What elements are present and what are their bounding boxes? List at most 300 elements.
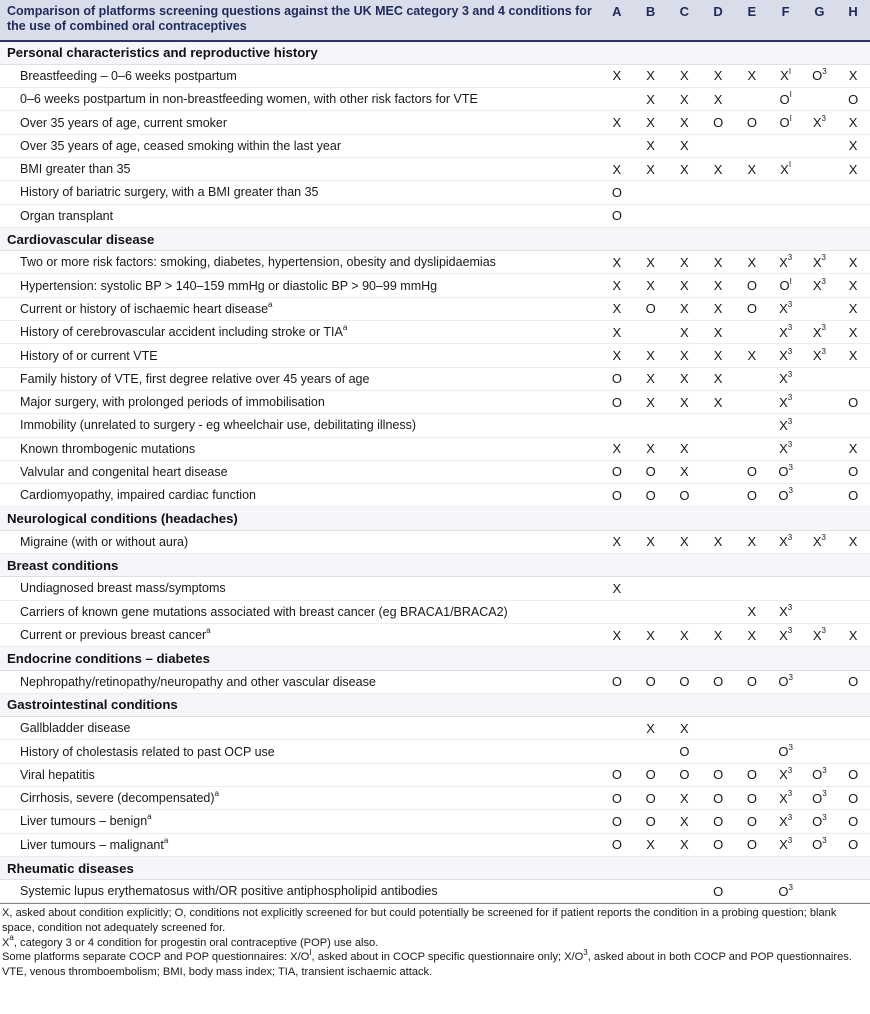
platform-mark-cell [836,577,870,600]
screening-mark: X [646,68,655,84]
screening-mark: O [778,487,789,503]
table-header [0,0,870,41]
footnote-category-pre: X [2,936,10,949]
screening-mark: O [611,674,622,690]
platform-mark-cell [701,204,735,227]
questionnaire-marker: 3 [787,789,793,799]
table-row [0,134,870,157]
platform-mark-cell [668,390,702,413]
platform-mark-cell [735,414,769,437]
screening-mark: O [746,464,757,480]
platform-mark-cell [769,111,803,134]
platform-mark-cell [701,740,735,763]
condition-cell [0,600,600,623]
platform-mark-cell [836,880,870,903]
platform-mark-cell [735,181,769,204]
screening-mark: X [848,278,858,294]
condition-cell [0,460,600,483]
platform-mark-cell [600,437,634,460]
questionnaire-marker: 3 [787,766,793,776]
platform-header-c: C [668,0,702,41]
platform-mark-cell [634,204,668,227]
screening-mark: X [680,813,689,829]
screening-mark: O [848,464,859,480]
screening-mark: X [680,115,689,131]
condition-cell [0,670,600,693]
screening-mark: X [779,604,788,620]
platform-mark-cell [735,367,769,390]
condition-label: Breastfeeding – 0–6 weeks postpartum [20,68,237,83]
screening-mark: O [645,487,656,503]
screening-mark: O [611,394,622,410]
platform-mark-cell [769,787,803,810]
screening-mark: O [679,767,690,783]
questionnaire-marker: 3 [822,766,827,776]
footnote-abbreviations: VTE, venous thromboembolism; BMI, body mass index; TIA, transient ischaemic attack. [2,965,433,978]
screening-mark: O [746,767,757,783]
screening-mark: O [645,464,656,480]
platform-mark-cell [769,437,803,460]
platform-mark-cell [769,251,803,274]
condition-label: Valvular and congenital heart disease [20,464,228,479]
platform-mark-cell [735,577,769,600]
screening-mark: X [747,68,757,84]
platform-mark-cell [634,484,668,507]
platform-mark-cell [634,577,668,600]
section-title: Gastrointestinal conditions [0,693,870,716]
questionnaire-marker: 3 [821,276,826,286]
screening-mark: O [812,68,823,84]
platform-mark-cell [836,787,870,810]
platform-mark-cell [634,157,668,180]
questionnaire-marker: 3 [787,602,793,612]
platform-mark-cell [634,670,668,693]
screening-mark: X [680,394,689,410]
questionnaire-marker: 3 [787,300,793,310]
platform-mark-cell [735,787,769,810]
platform-mark-cell [735,833,769,856]
platform-mark-cell [701,297,735,320]
footnote-category [2,932,864,951]
platform-mark-cell [634,251,668,274]
platform-mark-cell [735,64,769,87]
screening-mark: O [812,813,823,829]
platform-mark-cell [701,484,735,507]
platform-mark-cell [600,880,634,903]
screening-mark: X [779,371,788,387]
screening-mark: X [747,627,757,643]
platform-mark-cell [668,204,702,227]
screening-mark: O [746,837,757,853]
condition-cell [0,484,600,507]
platform-mark-cell [836,717,870,740]
table-row [0,344,870,367]
screening-mark: X [680,371,689,387]
table-row [0,484,870,507]
platform-mark-cell [600,460,634,483]
table-row [0,623,870,646]
screening-mark: O [746,278,757,294]
platform-mark-cell [803,204,837,227]
screening-mark: O [778,883,789,899]
platform-mark-cell [600,251,634,274]
platform-mark-cell [600,274,634,297]
screening-mark: X [779,627,788,643]
screening-mark: O [779,278,790,294]
platform-mark-cell [634,810,668,833]
condition-cell [0,64,600,87]
platform-mark-cell [836,134,870,157]
footnote-category-text: , category 3 or 4 condition for progestin oral contraceptive (POP) use also. [13,936,379,949]
condition-cell [0,111,600,134]
condition-label: Immobility (unrelated to surgery - eg wheelchair use, debilitating illness) [20,418,417,433]
platform-mark-cell [803,577,837,600]
table-row [0,787,870,810]
screening-mark: X [612,627,622,643]
screening-mark: O [848,837,859,853]
platform-mark-cell [769,390,803,413]
table-row [0,181,870,204]
platform-mark-cell [600,390,634,413]
platform-mark-cell [600,88,634,111]
platform-mark-cell [668,181,702,204]
questionnaire-marker: 3 [821,113,826,123]
screening-mark: X [848,161,858,177]
platform-header-h: H [836,0,870,41]
screening-mark: X [779,441,788,457]
platform-mark-cell [701,787,735,810]
screening-mark: X [713,394,723,410]
screening-mark: X [713,91,723,107]
platform-mark-cell [735,880,769,903]
screening-mark: X [747,348,757,363]
platform-mark-cell [803,437,837,460]
condition-label: Cardiomyopathy, impaired cardiac function [20,488,256,503]
screening-mark: O [611,184,622,200]
screening-mark: X [680,161,689,177]
platform-mark-cell [701,460,735,483]
questionnaire-marker: 3 [821,323,826,333]
condition-label: Organ transplant [20,208,114,223]
platform-mark-cell [600,787,634,810]
platform-mark-cell [701,134,735,157]
screening-mark: X [612,348,622,363]
platform-mark-cell [769,833,803,856]
platform-mark-cell [634,64,668,87]
platform-mark-cell [836,670,870,693]
platform-mark-cell [836,88,870,111]
condition-cell [0,181,600,204]
platform-mark-cell [701,88,735,111]
platform-mark-cell [769,134,803,157]
screening-mark: X [680,441,689,457]
platform-mark-cell [769,623,803,646]
platform-mark-cell [769,414,803,437]
condition-cell [0,414,600,437]
table-row [0,88,870,111]
platform-mark-cell [769,297,803,320]
condition-label: Over 35 years of age, current smoker [20,115,228,130]
platform-mark-cell [836,64,870,87]
platform-mark-cell [701,833,735,856]
condition-label: History of bariatric surgery, with a BMI greater than 35 [20,185,319,200]
table-row [0,880,870,903]
questionnaire-marker: 3 [787,533,793,543]
platform-mark-cell [668,321,702,344]
screening-mark: O [645,301,656,317]
questionnaire-marker: 3 [788,672,793,682]
platform-mark-cell [769,181,803,204]
condition-cell [0,390,600,413]
table-row [0,111,870,134]
platform-mark-cell [634,763,668,786]
section-title: Breast conditions [0,554,870,577]
platform-mark-cell [803,157,837,180]
platform-mark-cell [634,414,668,437]
platform-mark-cell [634,134,668,157]
questionnaire-marker: I [789,276,792,286]
questionnaire-marker: 3 [788,882,793,892]
screening-mark: O [778,674,789,690]
screening-mark: O [611,371,622,387]
condition-label: Liver tumours – benign [20,814,148,829]
platform-mark-cell [836,390,870,413]
platform-mark-cell [836,274,870,297]
platform-header-g: G [803,0,837,41]
screening-mark: O [645,674,656,690]
platform-mark-cell [769,321,803,344]
screening-mark: O [713,813,724,829]
screening-mark: X [713,324,723,340]
platform-mark-cell [803,740,837,763]
screening-mark: X [612,534,622,550]
screening-mark: X [646,348,655,363]
condition-label: Liver tumours – malignant [20,837,164,852]
platform-mark-cell [634,600,668,623]
table-row [0,157,870,180]
platform-mark-cell [836,460,870,483]
table-row [0,577,870,600]
screening-mark: O [611,464,622,480]
platform-mark-cell [836,484,870,507]
screening-mark: X [812,324,822,340]
screening-mark: X [779,790,788,806]
table-row [0,437,870,460]
platform-mark-cell [701,600,735,623]
platform-mark-cell [668,134,702,157]
screening-mark: X [713,254,723,270]
screening-mark: X [612,580,622,596]
platform-mark-cell [803,64,837,87]
condition-label: Over 35 years of age, ceased smoking within the last year [20,138,341,153]
condition-cell [0,274,600,297]
platform-mark-cell [701,414,735,437]
platform-mark-cell [634,880,668,903]
platform-mark-cell [735,670,769,693]
platform-mark-cell [836,600,870,623]
screening-mark: O [679,674,690,690]
screening-mark: X [747,161,757,177]
platform-mark-cell [735,810,769,833]
questionnaire-marker: 3 [821,626,826,636]
platform-mark-cell [634,390,668,413]
platform-mark-cell [600,484,634,507]
platform-mark-cell [803,530,837,553]
screening-mark: X [680,534,689,550]
screening-mark: O [746,813,757,829]
condition-label: Systemic lupus erythematosus with/OR positive antiphospholipid antibodies [20,884,438,899]
platform-mark-cell [803,274,837,297]
condition-cell [0,437,600,460]
platform-mark-cell [735,274,769,297]
condition-label: Major surgery, with prolonged periods of immobilisation [20,395,325,410]
screening-mark: X [747,534,757,550]
screening-mark: O [611,837,622,853]
screening-mark: O [713,674,724,690]
footnote-q-sup2: 3 [583,947,588,957]
platform-mark-cell [701,344,735,367]
platform-mark-cell [769,344,803,367]
screening-mark: X [779,417,788,433]
platform-header-b: B [634,0,668,41]
platform-mark-cell [769,204,803,227]
condition-label: Known thrombogenic mutations [20,441,196,456]
platform-mark-cell [634,437,668,460]
platform-mark-cell [769,484,803,507]
platform-mark-cell [803,367,837,390]
platform-mark-cell [803,88,837,111]
screening-mark: X [646,837,655,853]
platform-mark-cell [701,251,735,274]
table-row [0,670,870,693]
platform-mark-cell [668,670,702,693]
platform-mark-cell [701,623,735,646]
questionnaire-marker: 3 [821,533,826,543]
platform-mark-cell [836,344,870,367]
platform-mark-cell [836,204,870,227]
platform-mark-cell [668,833,702,856]
platform-mark-cell [668,577,702,600]
screening-mark: X [812,534,822,550]
platform-mark-cell [735,157,769,180]
platform-mark-cell [769,810,803,833]
screening-mark: X [848,68,858,84]
platform-mark-cell [668,717,702,740]
section-header-row [0,647,870,670]
section-header-row [0,856,870,879]
platform-mark-cell [668,740,702,763]
screening-mark: X [612,324,622,340]
condition-cell [0,763,600,786]
questionnaire-marker: 3 [787,416,793,426]
platform-mark-cell [634,717,668,740]
platform-mark-cell [634,833,668,856]
condition-footnote-marker: a [147,812,152,822]
questionnaire-marker: 3 [822,789,827,799]
platform-mark-cell [735,623,769,646]
platform-mark-cell [634,530,668,553]
platform-mark-cell [836,437,870,460]
questionnaire-marker: 3 [787,439,793,449]
condition-label: Current or previous breast cancer [20,628,207,643]
platform-mark-cell [668,437,702,460]
screening-mark: O [778,744,789,760]
screening-mark: X [812,348,822,363]
platform-mark-cell [803,297,837,320]
platform-mark-cell [600,134,634,157]
platform-mark-cell [668,367,702,390]
platform-mark-cell [668,763,702,786]
screening-mark: O [679,744,690,760]
platform-header-f: F [769,0,803,41]
condition-footnote-marker: a [268,299,273,309]
screening-mark: X [680,254,689,270]
screening-mark: X [848,441,858,457]
platform-mark-cell [803,623,837,646]
platform-mark-cell [803,321,837,344]
screening-mark: X [848,138,858,154]
screening-mark: X [779,254,788,270]
platform-mark-cell [803,251,837,274]
condition-label: History of or current VTE [20,348,158,363]
screening-mark: X [646,394,655,410]
screening-mark: O [713,115,724,131]
platform-mark-cell [701,321,735,344]
screening-mark: X [848,115,858,131]
condition-cell [0,880,600,903]
table-row [0,321,870,344]
table-row [0,460,870,483]
platform-mark-cell [600,181,634,204]
screening-mark: X [747,604,757,620]
footnote-q-b: , asked about in COCP specific questionnaire only; X/O [311,951,584,964]
condition-cell [0,623,600,646]
condition-footnote-marker: a [342,323,348,333]
screening-mark: O [645,790,656,806]
screening-mark: X [812,115,822,131]
condition-label: Viral hepatitis [20,767,95,782]
condition-cell [0,810,600,833]
platform-mark-cell [634,321,668,344]
condition-cell [0,251,600,274]
platform-mark-cell [769,600,803,623]
table-row [0,251,870,274]
screening-mark: X [779,767,788,783]
platform-mark-cell [836,740,870,763]
platform-mark-cell [836,530,870,553]
condition-cell [0,204,600,227]
questionnaire-marker: 3 [821,346,826,356]
platform-mark-cell [701,880,735,903]
screening-mark: O [611,790,622,806]
section-title: Endocrine conditions – diabetes [0,647,870,670]
screening-mark: X [646,441,655,457]
platform-header-a: A [600,0,634,41]
section-title: Neurological conditions (headaches) [0,507,870,530]
platform-mark-cell [769,717,803,740]
screening-mark: O [848,674,859,690]
screening-mark: O [611,767,622,783]
platform-mark-cell [634,740,668,763]
screening-mark: X [680,278,689,294]
footnote-q-c: , asked about in both COCP and POP questionnaires. [587,951,852,964]
platform-mark-cell [701,390,735,413]
platform-mark-cell [836,181,870,204]
screening-mark: X [779,301,788,317]
condition-label: Undiagnosed breast mass/symptoms [20,581,226,596]
screening-mark: X [713,278,723,294]
platform-mark-cell [634,367,668,390]
